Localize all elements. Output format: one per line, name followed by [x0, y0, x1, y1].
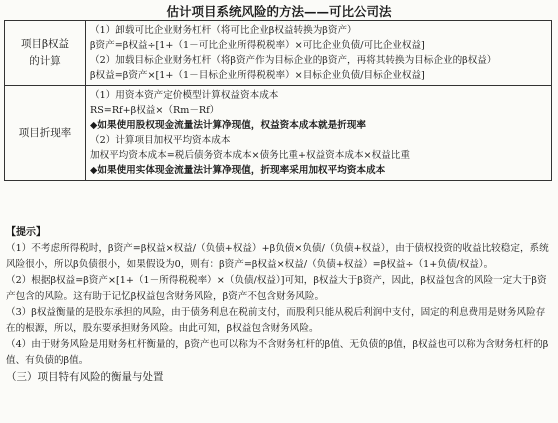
row-label-cell: [5, 86, 86, 181]
bullet-note: ◆如果使用股权现金流量法计算净现值，权益资本成本就是折现率: [90, 120, 367, 131]
bullet-note: ◆如果使用实体现金流量法计算净现值，折现率采用加权平均资本成本: [90, 165, 386, 176]
content-line: （1）用资本资产定价模型计算权益资本成本: [90, 90, 279, 101]
formula-line: β权益=β资产×[1+（1－目标企业所得税税率）×目标企业负债/目标企业权益]: [90, 70, 425, 81]
row-label-cell: [5, 21, 86, 86]
section-heading: （三）项目特有风险的衡量与处置: [6, 371, 164, 383]
tips-heading: 【提示】: [6, 227, 46, 238]
tip-paragraph: （1）不考虑所得税时，β资产=β权益×权益/（负债+权益）+β负债×负债/（负债+权益），由于债权投资的收益比较稳定，系统风险很小，所以β负债很小，如果假设为0，则有：β资产=β权益×权益/（负债+权益）=β权益÷（1+负债/权益）。: [6, 243, 549, 270]
page-title: 估计项目系统风险的方法——可比公司法: [166, 4, 392, 19]
tip-paragraph: （3）β权益衡量的是股东承担的风险，由于债务利息在税前支付，而股利只能从税后利润中支付，固定的利息费用是财务风险存在的根源，所以，股东要承担财务风险。由此可知，β权益包含财务风险。: [6, 307, 546, 334]
table-row: [5, 86, 552, 181]
row-content-cell: [86, 86, 552, 181]
row-label-line: 项目折现率: [18, 126, 72, 139]
table-row: [5, 21, 552, 86]
tip-paragraph: （4）由于财务风险是用财务杠杆衡量的，β资产也可以称为不含财务杠杆的β值、无负债的β值，β权益也可以称为含财务杠杆的β值、有负债的β值。: [6, 339, 549, 366]
formula-line: 加权平均资本成本=税后债务资本成本×债务比重+权益资本成本×权益比重: [90, 150, 410, 161]
method-table: [4, 20, 552, 181]
formula-line: β资产=β权益÷[1+（1－可比企业所得税税率）×可比企业负债/可比企业权益]: [90, 40, 425, 51]
row-content-cell: [86, 21, 552, 86]
row-label-line: 的计算: [29, 55, 61, 67]
tip-paragraph: （2）根据β权益=β资产×[1+（1－所得税税率）×（负债/权益）]可知，β权益大于β资产，因此，β权益包含的风险一定大于β资产包含的风险。这有助于记忆β权益包含财务风险，β资产不包含财务风险。: [6, 275, 547, 302]
content-line: （1）卸载可比企业财务杠杆（将可比企业β权益转换为β资产）: [90, 25, 357, 36]
formula-line: RS=Rf+β权益×（Rm－Rf）: [90, 105, 220, 116]
row-label-line: 项目β权益: [20, 38, 70, 50]
tips-block: [6, 225, 552, 385]
content-line: （2）计算项目加权平均资本成本: [90, 135, 231, 146]
content-line: （2）加载目标企业财务杠杆（将β资产作为目标企业的β资产，再将其转换为目标企业的β权益）: [90, 55, 497, 66]
